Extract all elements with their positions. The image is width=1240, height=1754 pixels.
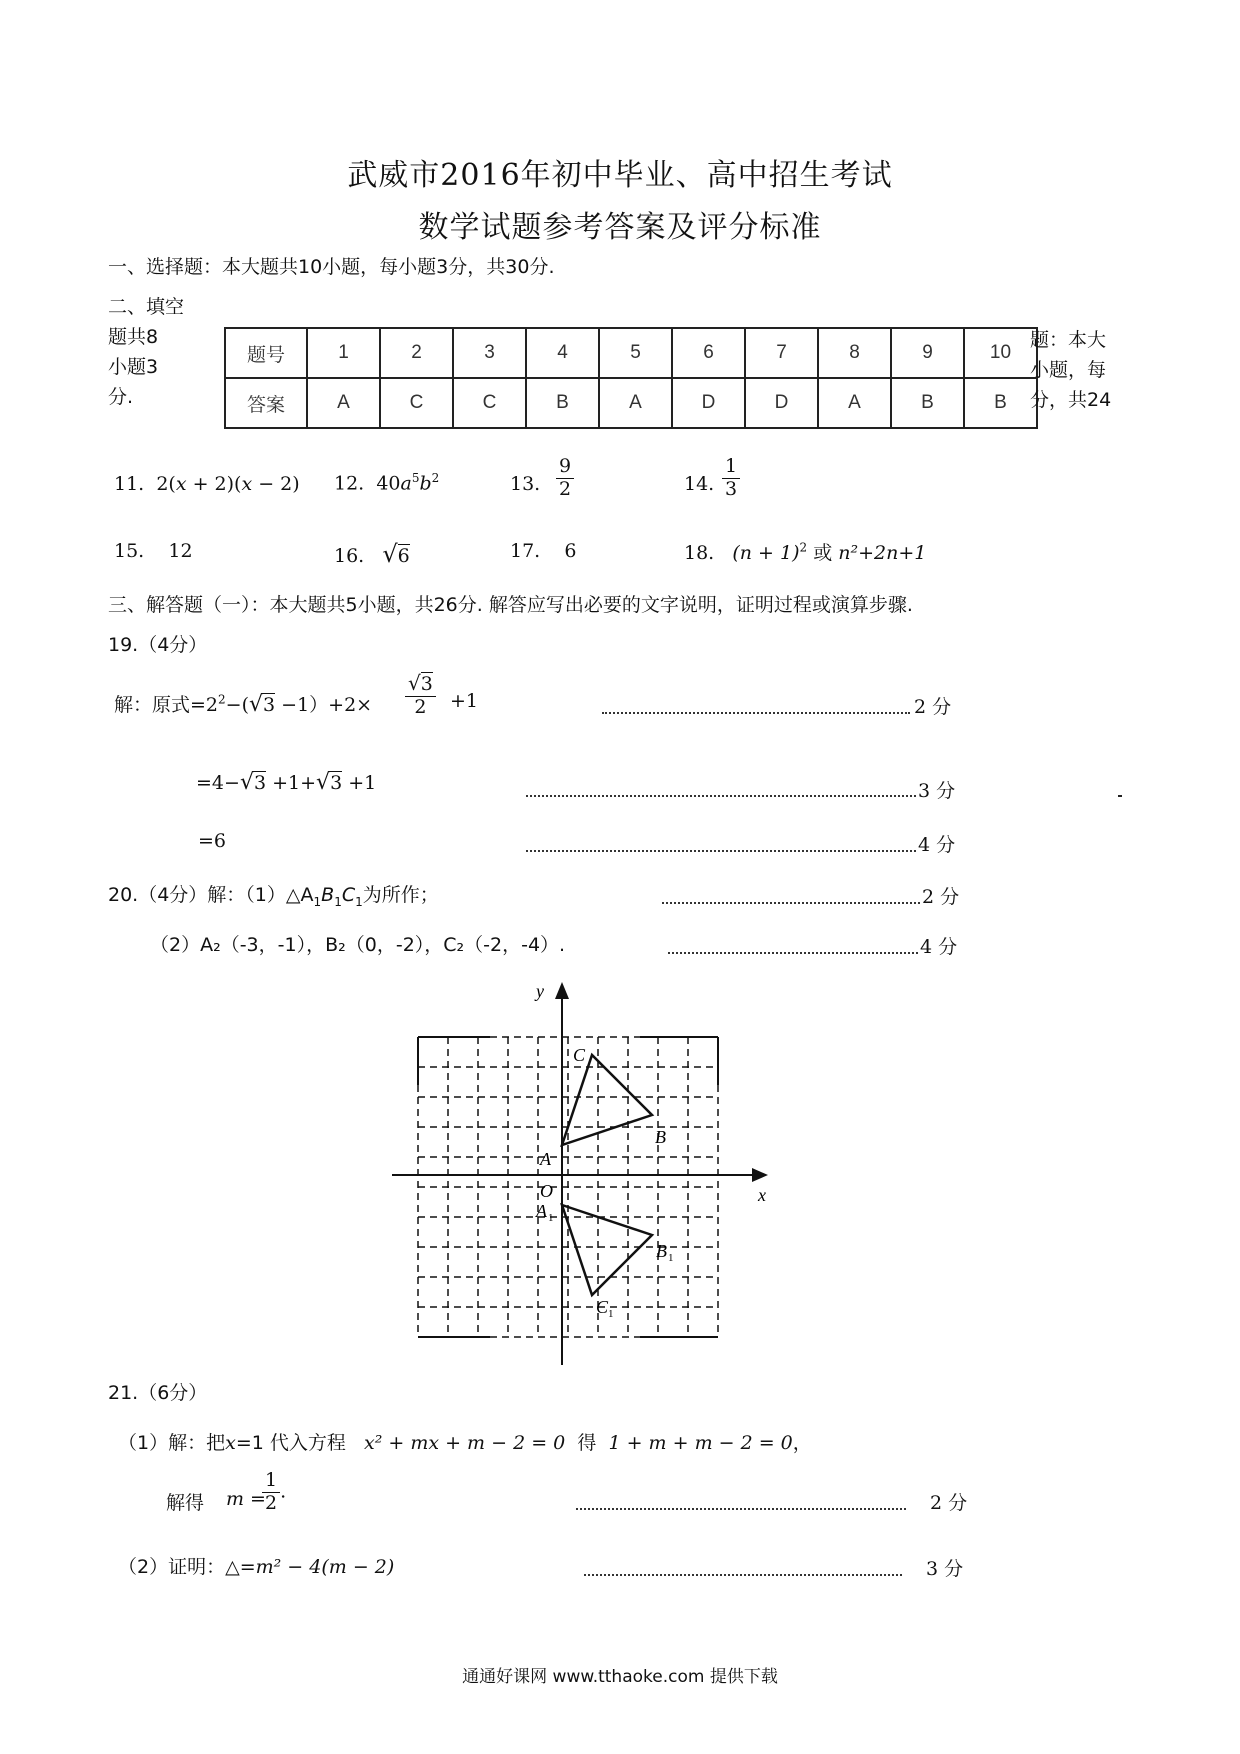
q11-answer: 11. 2(x + 2)(x − 2)	[114, 473, 300, 495]
q19-line1-end: +1	[450, 690, 479, 712]
point-b-label: B	[655, 1127, 666, 1147]
score-leader	[668, 952, 918, 954]
axis-y-label: y	[536, 981, 544, 1001]
point-a-label: A	[540, 1149, 551, 1169]
q21-fraction: $\frac{1}{2}$ .	[262, 1470, 286, 1515]
q19-score-1: 2 分	[914, 696, 952, 718]
sqrt-icon: √	[239, 770, 254, 795]
table-row	[225, 328, 1037, 378]
point-a1-sub: 1	[548, 1212, 554, 1224]
point-a1-label: A	[536, 1201, 547, 1221]
table-cell: 1	[307, 328, 380, 378]
q19-line3: =6	[198, 830, 227, 852]
section2-left-line: 二、填空	[108, 296, 185, 318]
table-cell: B	[891, 378, 964, 428]
table-cell: 8	[818, 328, 891, 378]
table-cell: B	[526, 378, 599, 428]
point-c-label: C	[573, 1045, 586, 1065]
table-cell: C	[453, 378, 526, 428]
q13-fraction: $\frac{9}{2}$	[556, 456, 574, 501]
x-axis-arrow-icon	[752, 1168, 768, 1182]
sqrt-icon: √	[249, 692, 264, 717]
doc-subtitle: 数学试题参考答案及评分标准	[418, 210, 822, 245]
table-cell: B	[964, 378, 1037, 428]
stray-mark	[1118, 795, 1122, 797]
q19-line1: 解：原式$=2^2-(√3 -1)+2\times$	[114, 692, 373, 717]
axis-x-label: x	[758, 1185, 766, 1205]
q17-answer: 17. 6	[510, 540, 577, 562]
q20-score-2: 4 分	[920, 936, 958, 958]
section2-left-line: 小题3	[108, 356, 159, 378]
q21-solve-label: 解得	[166, 1492, 205, 1514]
table-cell: 9	[891, 328, 964, 378]
answer-table	[224, 327, 1038, 429]
section2-right-text	[1030, 325, 1140, 415]
table-cell: A	[818, 378, 891, 428]
q19-score-3: 4 分	[918, 834, 956, 856]
q21-score-2: 3 分	[926, 1558, 964, 1580]
point-b1-label: B	[656, 1241, 667, 1261]
score-leader	[526, 795, 916, 797]
section3-heading: 三、解答题（一）：本大题共5小题，共26分. 解答应写出必要的文字说明，证明过程或演算步骤.	[108, 594, 913, 616]
q20-line1: 20.（4分）解：$(1)\triangle A_1B_1C_1$为所作；	[108, 884, 439, 909]
table-header-cell: 题号	[225, 328, 307, 378]
table-cell: D	[745, 378, 818, 428]
q21-label: 21.（6分）	[108, 1382, 208, 1404]
score-leader	[662, 902, 920, 904]
y-axis-arrow-icon	[555, 982, 569, 999]
q15-answer: 15. 12	[114, 540, 193, 562]
section2-right-line: 题：本大	[1030, 329, 1107, 351]
table-cell: 5	[599, 328, 672, 378]
sqrt-icon: √	[382, 540, 398, 568]
q19-fraction: $\frac{√3}{2}$	[405, 672, 436, 719]
section1-heading: 一、选择题：本大题共10小题，每小题3分，共30分.	[108, 256, 555, 278]
table-cell: 4	[526, 328, 599, 378]
q21-part1: （1）解：把x=1 代入方程 x² + mx + m − 2 = 0 得 1 + m + m − 2 = 0，	[118, 1432, 812, 1454]
section2-right-line: 分，共24	[1030, 389, 1112, 411]
score-leader	[584, 1574, 902, 1576]
q12-answer: 12. $40a^5b^2$	[334, 471, 440, 495]
grid	[418, 1037, 718, 1337]
table-cell: A	[307, 378, 380, 428]
q20-line2: （2）A₂（-3，-1），B₂（0，-2），C₂（-2，-4）.	[150, 934, 566, 956]
q21-part2: （2）证明：△=m² − 4(m − 2)	[118, 1556, 395, 1578]
q13-num: 13.	[510, 473, 541, 495]
section2-left-line: 题共8	[108, 326, 159, 348]
q21-score-1: 2 分	[930, 1492, 968, 1514]
footer-text: 通通好课网 www.tthaoke.com 提供下载	[462, 1667, 778, 1687]
q19-label: 19.（4分）	[108, 634, 208, 656]
sqrt-icon: √	[316, 770, 331, 795]
point-b1-sub: 1	[668, 1252, 674, 1264]
table-cell: 2	[380, 328, 453, 378]
table-cell: 3	[453, 328, 526, 378]
section2-left-line: 分.	[108, 386, 134, 408]
origin-label: O	[540, 1181, 553, 1201]
q19-line2: =4−√3 +1+√3 +1	[196, 770, 377, 795]
table-cell: A	[599, 378, 672, 428]
table-cell: 7	[745, 328, 818, 378]
q20-score-1: 2 分	[922, 886, 960, 908]
triangle-abc	[562, 1055, 652, 1145]
section2-left-text	[108, 292, 208, 412]
section2-right-line: 小题，每	[1030, 359, 1107, 381]
score-leader	[602, 712, 910, 714]
q21-solve-m: m =	[226, 1488, 266, 1510]
point-c1-label: C	[596, 1297, 609, 1317]
q14-num: 14.	[684, 473, 715, 495]
table-cell: D	[672, 378, 745, 428]
table-cell: C	[380, 378, 453, 428]
score-leader	[576, 1508, 906, 1510]
doc-title: 武威市2016年初中毕业、高中招生考试	[347, 158, 893, 193]
coordinate-figure	[380, 975, 780, 1375]
sqrt-icon: √	[408, 671, 421, 695]
table-row	[225, 378, 1037, 428]
q18-answer: 18. $(n + 1)^2$ 或 n²+2n+1	[684, 540, 927, 564]
table-cell: 6	[672, 328, 745, 378]
table-cell: 10	[964, 328, 1037, 378]
triangle-a1b1c1	[562, 1205, 652, 1295]
q16-answer: 16. √6	[334, 540, 410, 568]
table-header-cell: 答案	[225, 378, 307, 428]
point-c1-sub: 1	[608, 1308, 614, 1320]
q19-score-2: 3 分	[918, 780, 956, 802]
score-leader	[526, 850, 916, 852]
q14-fraction: $\frac{1}{3}$	[722, 456, 740, 501]
